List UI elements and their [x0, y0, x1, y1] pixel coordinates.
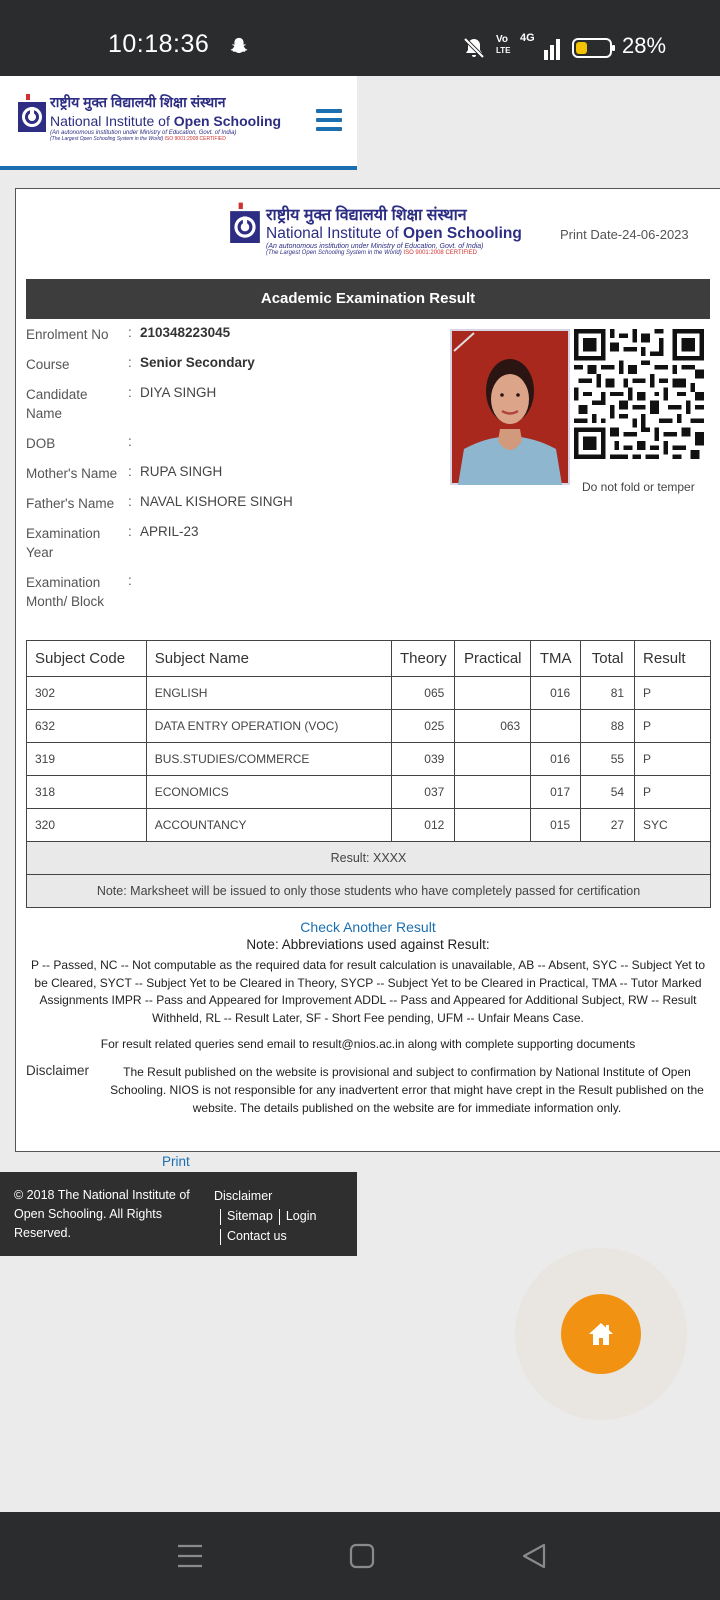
result-title: Academic Examination Result: [26, 279, 710, 319]
card-logo-text: राष्ट्रीय मुक्त विद्यालयी शिक्षा संस्थान National Institute of Open Schooling (An autonomous institution under Ministry of Education, Govt. of India) (The Largest Open Schooling System in the World) ISO 9001:2008 CERTIFIED: [266, 207, 522, 256]
disclaimer-text: The Result published on the website is provisional and subject to confirmation by National Institute of Open Schooling. NIOS is not responsible for any inadvertent error that might have crept in the Result published on the website. The details published on the website are for immediate information only.: [110, 1065, 704, 1115]
candidate-photo: [450, 329, 570, 485]
footer-sitemap-link[interactable]: Sitemap: [227, 1209, 273, 1223]
print-date: Print Date-24-06-2023: [560, 227, 689, 242]
menu-lines-icon[interactable]: [176, 1542, 204, 1570]
table-row: 632 DATA ENTRY OPERATION (VOC) 025 063 88 P: [27, 710, 711, 743]
card-logo-english: National Institute of Open Schooling: [266, 225, 522, 242]
status-time: 10:18:36: [108, 30, 210, 58]
col-subject-code: Subject Code: [27, 641, 147, 677]
mute-icon: [462, 36, 486, 60]
check-another-result-link[interactable]: Check Another Result: [300, 919, 436, 935]
abbreviations-heading: Note: Abbreviations used against Result:: [246, 937, 490, 952]
abbreviations-text: P -- Passed, NC -- Not computable as the required data for result calculation is unavailable, AB -- Absent, SYC -- Subject Yet to be Cleared, SYCT -- Subject Yet to be Cleared in Theory, SYCP -- Subject Yet to be Cleared in Practical, TMA -- Tutor Marked Assignments IMPR -- Pass and Appeared for Improvement ADDL -- Pass and Appeared for Additional Subject, RW -- Result Withheld, RL -- Result Later, SF - Short Fee pending, UFM -- Unfair Means Case.: [30, 958, 706, 1025]
col-subject-name: Subject Name: [146, 641, 392, 677]
footer-disclaimer-link[interactable]: Disclaimer: [214, 1189, 273, 1203]
network-type: 4G: [520, 32, 535, 44]
snapchat-icon: [228, 36, 250, 58]
signal-icon: [524, 36, 562, 60]
volte-indicator: Vo LTE: [496, 34, 511, 55]
footer-contact-link[interactable]: Contact us: [227, 1229, 287, 1243]
disclaimer-label: Disclaimer: [26, 1063, 90, 1078]
footer-links: [214, 1186, 316, 1246]
queries-text: For result related queries send email to result@nios.ac.in along with complete supporting documents: [100, 1037, 636, 1051]
fold-note: Do not fold or temper: [582, 480, 695, 494]
table-row: 320 ACCOUNTANCY 012 015 27 SYC: [27, 809, 711, 842]
battery-icon: [572, 37, 616, 59]
col-tma: TMA: [531, 641, 581, 677]
mother-value: RUPA SINGH: [140, 464, 223, 479]
header-logo-sub2: (The Largest Open Schooling System in the World) ISO 9001:2008 CERTIFIED: [50, 136, 226, 142]
header-logo-text: राष्ट्रीय मुक्त विद्यालयी शिक्षा संस्थान National Institute of Open Schooling (An autonomous institution under Ministry of Education, Govt. of India) (The Largest Open Schooling System in the World) ISO 9001:2008 CERTIFIED: [50, 94, 282, 142]
exam-year-value: APRIL-23: [140, 524, 199, 539]
card-logo-sub2: (The Largest Open Schooling System in the World) ISO 9001:2008 CERTIFIED: [266, 250, 477, 256]
result-summary-row: Result: XXXX: [27, 842, 711, 875]
home-fab-button[interactable]: [561, 1294, 641, 1374]
card-logo-icon: [228, 201, 262, 251]
col-theory: Theory: [392, 641, 455, 677]
result-card: राष्ट्रीय मुक्त विद्यालयी शिक्षा संस्थान National Institute of Open Schooling (An autonomous institution under Ministry of Education, Govt. of India) (The Largest Open Schooling System in the World) ISO 9001:2008 CERTIFIED Print Date-24-06-2023 Academic Examination Result Enrolment No : 210348223045 Course : Senior Secondary Candidate Name : DIYA SINGH DOB : Mother's Name : RUPA SINGH Father's Name : NAVAL KISHORE SINGH Examination Year : APRIL-23 Examination Month/ Block : Do not fold or temper Subject Code Subject Name Theory Practical TMA Total Result 302 ENGLISH 065 016 81 P 632 DATA ENTRY OPERATION (VOC) 025 063 88 P 319 BUS.STUDIES/COMMERCE 039 016 55 P 318 ECONOMICS 037 017 54 P 320 ACCOUNTANCY 012 015 27 SYC Result: XXXX Note: Marksheet will be issued to only those students who have completely passed for certification Check Another Result Note: Abbreviations used against Result: P -- Passed, NC -- Not computable as the required data for result calculation is unavailable, AB -- Absent, SYC -- Subject Yet to be Cleared, SYCT -- Subject Yet to be Cleared in Theory, SYCP -- Subject Yet to be Cleared in Practical, TMA -- Tutor Marked Assignments IMPR -- Pass and Appeared for Improvement ADDL -- Pass and Appeared for Additional Subject, RW -- Result Withheld, RL -- Result Later, SF - Short Fee pending, UFM -- Unfair Means Case. For result related queries send email to result@nios.ac.in along with complete supporting documents Disclaimer The Result published on the website is provisional and subject to confirmation by National Institute of Open Schooling. NIOS is not responsible for any inadvertent error that might have crept in the Result published on the website. The details published on the website are for immediate information only.: [15, 188, 720, 1152]
back-triangle-icon[interactable]: [520, 1542, 548, 1570]
col-total: Total: [581, 641, 635, 677]
col-result: Result: [635, 641, 711, 677]
system-nav-bar: [0, 1512, 720, 1600]
home-icon: [587, 1320, 615, 1348]
course-value: Senior Secondary: [140, 355, 255, 370]
table-row: 318 ECONOMICS 037 017 54 P: [27, 776, 711, 809]
site-footer: [0, 1172, 357, 1256]
candidate-value: DIYA SINGH: [140, 385, 217, 400]
nios-logo-icon[interactable]: [16, 94, 48, 138]
marks-table: [26, 640, 711, 908]
site-header: [0, 76, 357, 170]
marksheet-note-row: Note: Marksheet will be issued to only those students who have completely passed for certification: [27, 875, 711, 908]
table-row: 302 ENGLISH 065 016 81 P: [27, 677, 711, 710]
status-bar: [0, 0, 720, 76]
table-header-row: [27, 641, 711, 677]
qr-code: [574, 329, 704, 459]
col-practical: Practical: [455, 641, 531, 677]
print-link[interactable]: Print: [162, 1154, 190, 1169]
footer-login-link[interactable]: Login: [285, 1209, 317, 1223]
battery-percent: 28%: [622, 33, 667, 58]
footer-copyright: © 2018 The National Institute of Open Schooling. All Rights Reserved.: [14, 1188, 190, 1240]
header-logo-english: National Institute of Open Schooling: [50, 113, 282, 129]
table-row: 319 BUS.STUDIES/COMMERCE 039 016 55 P: [27, 743, 711, 776]
enrolment-value: 210348223045: [140, 325, 231, 340]
hamburger-menu-icon[interactable]: [316, 109, 342, 131]
father-value: NAVAL KISHORE SINGH: [140, 494, 293, 509]
home-square-icon[interactable]: [348, 1542, 376, 1570]
